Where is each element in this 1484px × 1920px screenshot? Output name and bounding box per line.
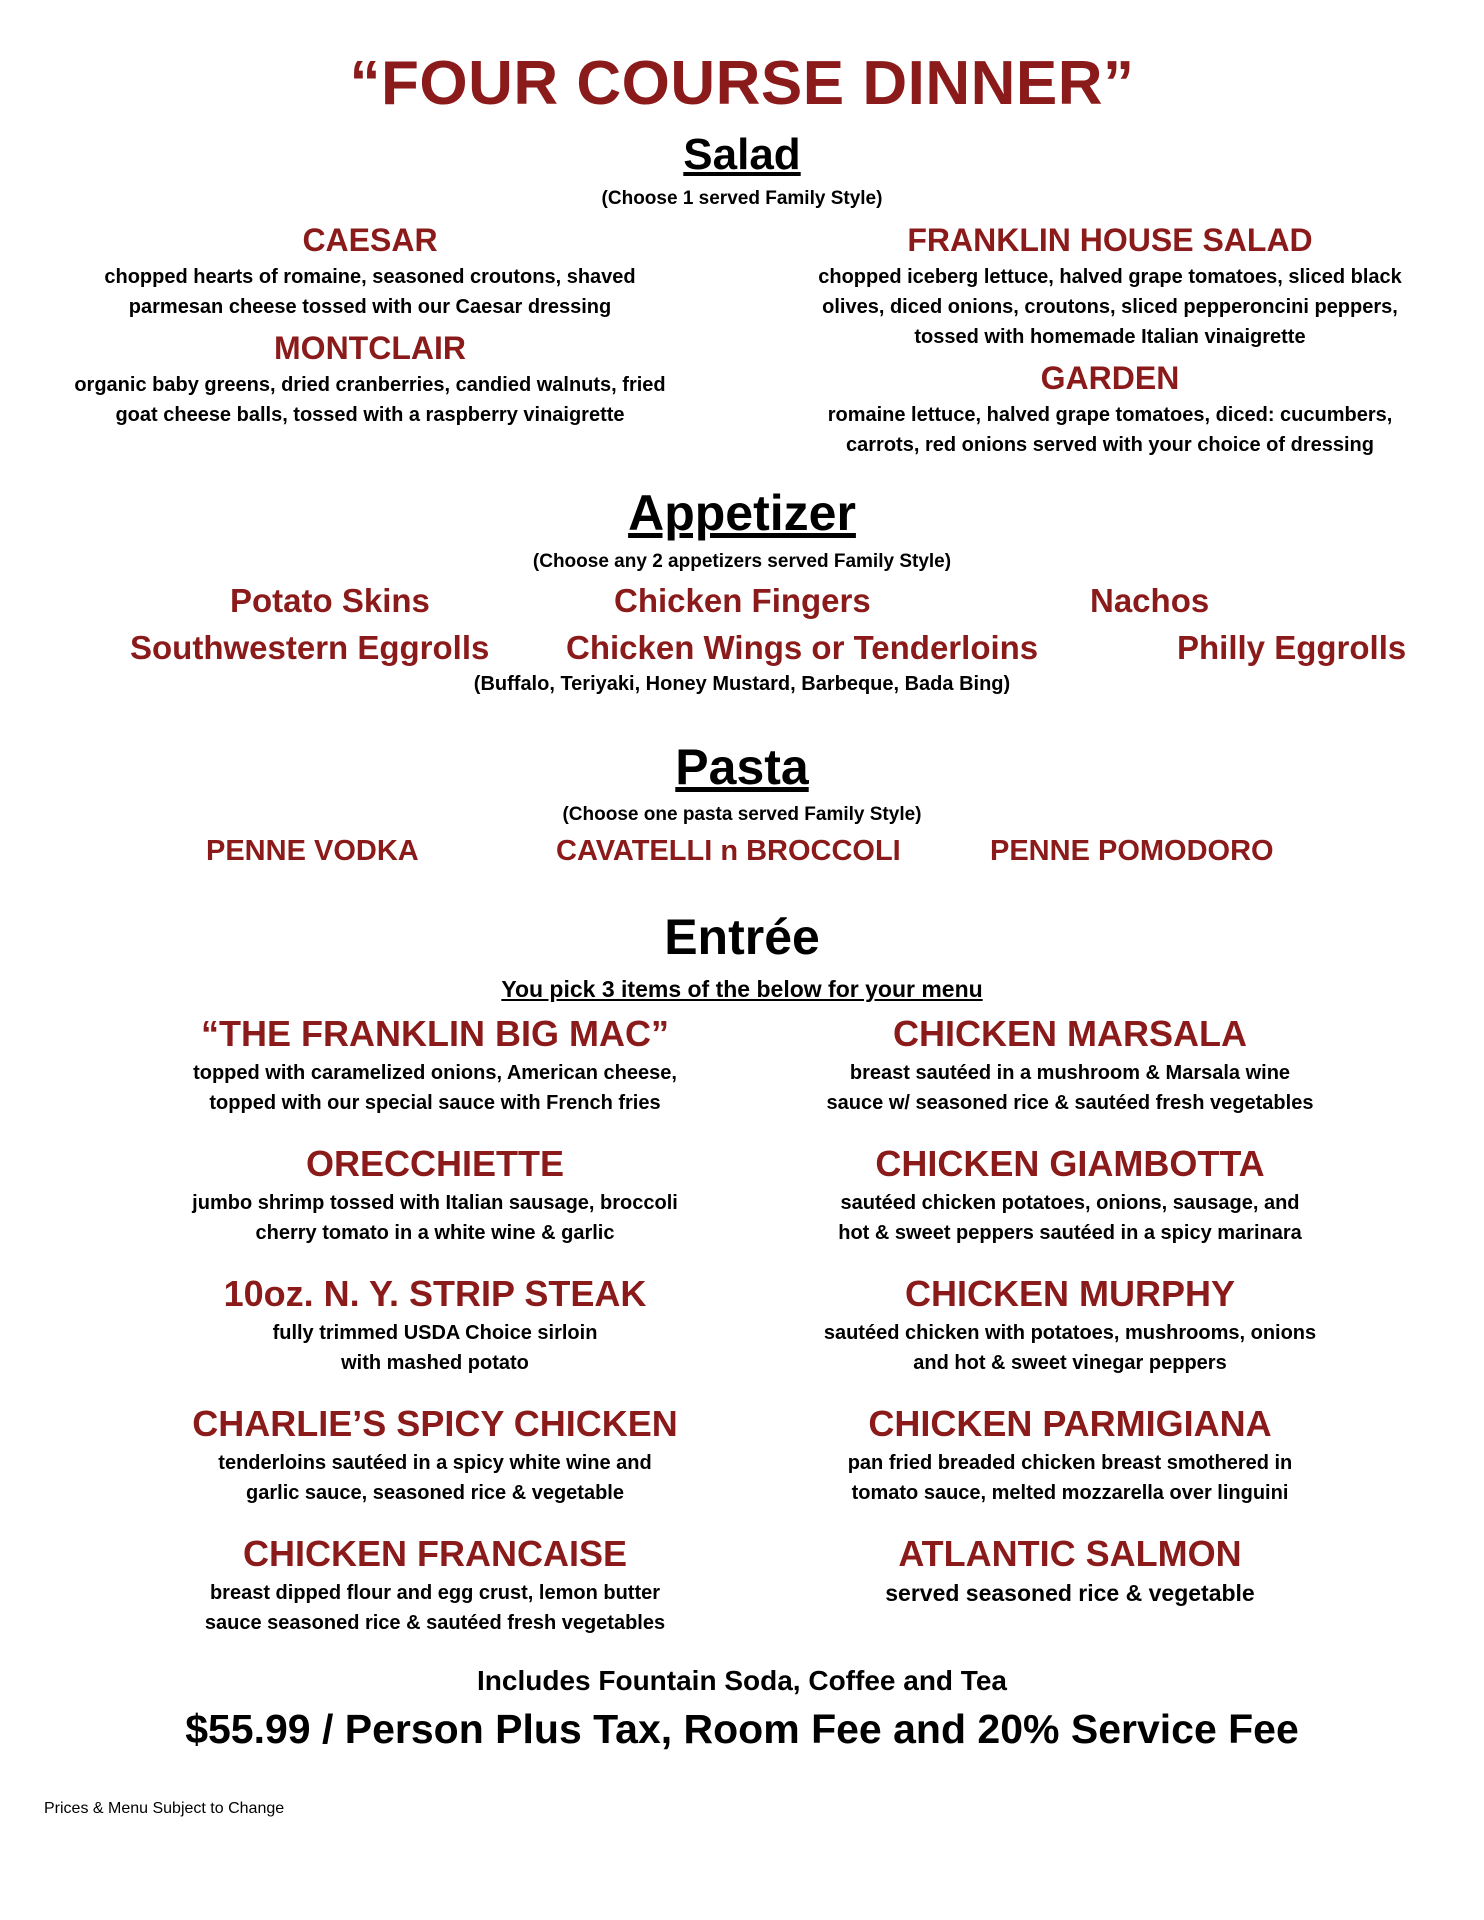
entree-item-desc: fully trimmed USDA Choice sirloin bbox=[272, 1322, 598, 1344]
salad-item-name: CAESAR bbox=[302, 222, 438, 258]
entree-item bbox=[130, 1140, 740, 1270]
salad-left-column bbox=[40, 218, 700, 430]
salad-note: (Choose 1 served Family Style) bbox=[601, 188, 883, 209]
entree-item-desc: pan fried breaded chicken breast smothered in bbox=[847, 1452, 1293, 1474]
salad-item-desc: organic baby greens, dried cranberries, candied walnuts, fried bbox=[74, 374, 666, 396]
entree-item-desc: served seasoned rice & vegetable bbox=[885, 1580, 1255, 1606]
entree-item-desc: breast sautéed in a mushroom & Marsala wine bbox=[849, 1062, 1291, 1084]
entree-item-desc: sautéed chicken with potatoes, mushrooms, onions bbox=[823, 1322, 1317, 1344]
entree-item-desc: tenderloins sautéed in a spicy white wine and bbox=[218, 1452, 652, 1474]
entree-item bbox=[130, 1270, 740, 1400]
appetizer-sauces: (Buffalo, Teriyaki, Honey Mustard, Barbeque, Bada Bing) bbox=[473, 673, 1011, 695]
appetizer-item: Philly Eggrolls bbox=[1177, 629, 1407, 666]
entree-item-desc: tomato sauce, melted mozzarella over linguini bbox=[851, 1482, 1289, 1504]
entree-item-name: ORECCHIETTE bbox=[305, 1143, 564, 1184]
entree-item-name: CHICKEN PARMIGIANA bbox=[868, 1403, 1272, 1444]
entree-item-desc: breast dipped flour and egg crust, lemon butter bbox=[209, 1582, 661, 1604]
appetizer-item: Southwestern Eggrolls bbox=[130, 629, 490, 666]
pasta-item: CAVATELLI n BROCCOLI bbox=[556, 835, 901, 867]
entree-item-name: 10oz. N. Y. STRIP STEAK bbox=[223, 1273, 647, 1314]
price-text: $55.99 / Person Plus Tax, Room Fee and 20% Service Fee bbox=[185, 1706, 1299, 1752]
salad-item-name: FRANKLIN HOUSE SALAD bbox=[907, 222, 1313, 258]
entree-item-desc: with mashed potato bbox=[341, 1352, 529, 1374]
entree-item bbox=[760, 1270, 1380, 1400]
entree-item-desc: and hot & sweet vinegar peppers bbox=[913, 1352, 1227, 1374]
entree-item bbox=[130, 1400, 740, 1530]
entree-note: You pick 3 items of the below for your menu bbox=[501, 976, 983, 1002]
salad-item-desc: tossed with homemade Italian vinaigrette bbox=[914, 326, 1306, 348]
entree-item-desc: topped with our special sauce with French fries bbox=[209, 1092, 661, 1114]
entree-item bbox=[760, 1140, 1380, 1270]
entree-left-column bbox=[130, 1010, 740, 1660]
entree-item-desc: hot & sweet peppers sautéed in a spicy marinara bbox=[838, 1222, 1302, 1244]
salad-item-desc: goat cheese balls, tossed with a raspberry vinaigrette bbox=[115, 404, 625, 426]
entree-item-name: CHICKEN MURPHY bbox=[904, 1273, 1235, 1314]
salad-item-name: GARDEN bbox=[1040, 360, 1180, 396]
entree-heading: Entrée bbox=[664, 909, 820, 965]
entree-item bbox=[760, 1010, 1380, 1140]
entree-item-desc: sautéed chicken potatoes, onions, sausage, and bbox=[840, 1192, 1300, 1214]
entree-item-name: ATLANTIC SALMON bbox=[898, 1533, 1242, 1574]
entree-item bbox=[760, 1530, 1380, 1660]
appetizer-item: Chicken Wings or Tenderloins bbox=[566, 629, 1039, 666]
pasta-item: PENNE POMODORO bbox=[990, 835, 1274, 867]
appetizer-item: Potato Skins bbox=[230, 582, 430, 619]
salad-item-desc: carrots, red onions served with your choice of dressing bbox=[846, 434, 1374, 456]
entree-item bbox=[760, 1400, 1380, 1530]
entree-item-name: “THE FRANKLIN BIG MAC” bbox=[201, 1013, 669, 1054]
entree-item-desc: sauce seasoned rice & sautéed fresh vegetables bbox=[204, 1612, 666, 1634]
salad-item-name: MONTCLAIR bbox=[274, 330, 466, 366]
salad-right-column bbox=[780, 218, 1440, 460]
salad-item-desc: chopped iceberg lettuce, halved grape tomatoes, sliced black bbox=[818, 266, 1402, 288]
entree-item bbox=[130, 1530, 740, 1660]
entree-right-column bbox=[760, 1010, 1380, 1660]
entree-item-desc: jumbo shrimp tossed with Italian sausage, broccoli bbox=[192, 1192, 678, 1214]
salad-heading: Salad bbox=[683, 130, 801, 179]
entree-item-name: CHICKEN FRANCAISE bbox=[242, 1533, 627, 1574]
salad-item-desc: romaine lettuce, halved grape tomatoes, diced: cucumbers, bbox=[827, 404, 1393, 426]
entree-item-name: CHICKEN GIAMBOTTA bbox=[875, 1143, 1265, 1184]
salad-item-desc: parmesan cheese tossed with our Caesar dressing bbox=[128, 296, 612, 318]
pasta-note: (Choose one pasta served Family Style) bbox=[562, 804, 922, 825]
appetizer-item: Chicken Fingers bbox=[614, 582, 871, 619]
appetizer-item: Nachos bbox=[1090, 582, 1210, 619]
entree-item-desc: cherry tomato in a white wine & garlic bbox=[255, 1222, 615, 1244]
salad-item-desc: chopped hearts of romaine, seasoned croutons, shaved bbox=[104, 266, 636, 288]
entree-item-name: CHICKEN MARSALA bbox=[893, 1013, 1247, 1054]
appetizer-note: (Choose any 2 appetizers served Family Style) bbox=[532, 551, 952, 572]
disclaimer-text: Prices & Menu Subject to Change bbox=[44, 1800, 285, 1817]
entree-item-desc: sauce w/ seasoned rice & sautéed fresh vegetables bbox=[826, 1092, 1314, 1114]
salad-item-desc: olives, diced onions, croutons, sliced pepperoncini peppers, bbox=[822, 296, 1398, 318]
entree-item-desc: topped with caramelized onions, American cheese, bbox=[193, 1062, 677, 1084]
entree-item-desc: garlic sauce, seasoned rice & vegetable bbox=[246, 1482, 624, 1504]
menu-title: “FOUR COURSE DINNER” bbox=[349, 49, 1135, 118]
pasta-item: PENNE VODKA bbox=[206, 835, 419, 867]
pasta-heading: Pasta bbox=[675, 739, 809, 795]
entree-item bbox=[130, 1010, 740, 1140]
appetizer-heading: Appetizer bbox=[628, 485, 856, 541]
entree-item-name: CHARLIE’S SPICY CHICKEN bbox=[192, 1403, 678, 1444]
includes-text: Includes Fountain Soda, Coffee and Tea bbox=[477, 1665, 1007, 1696]
